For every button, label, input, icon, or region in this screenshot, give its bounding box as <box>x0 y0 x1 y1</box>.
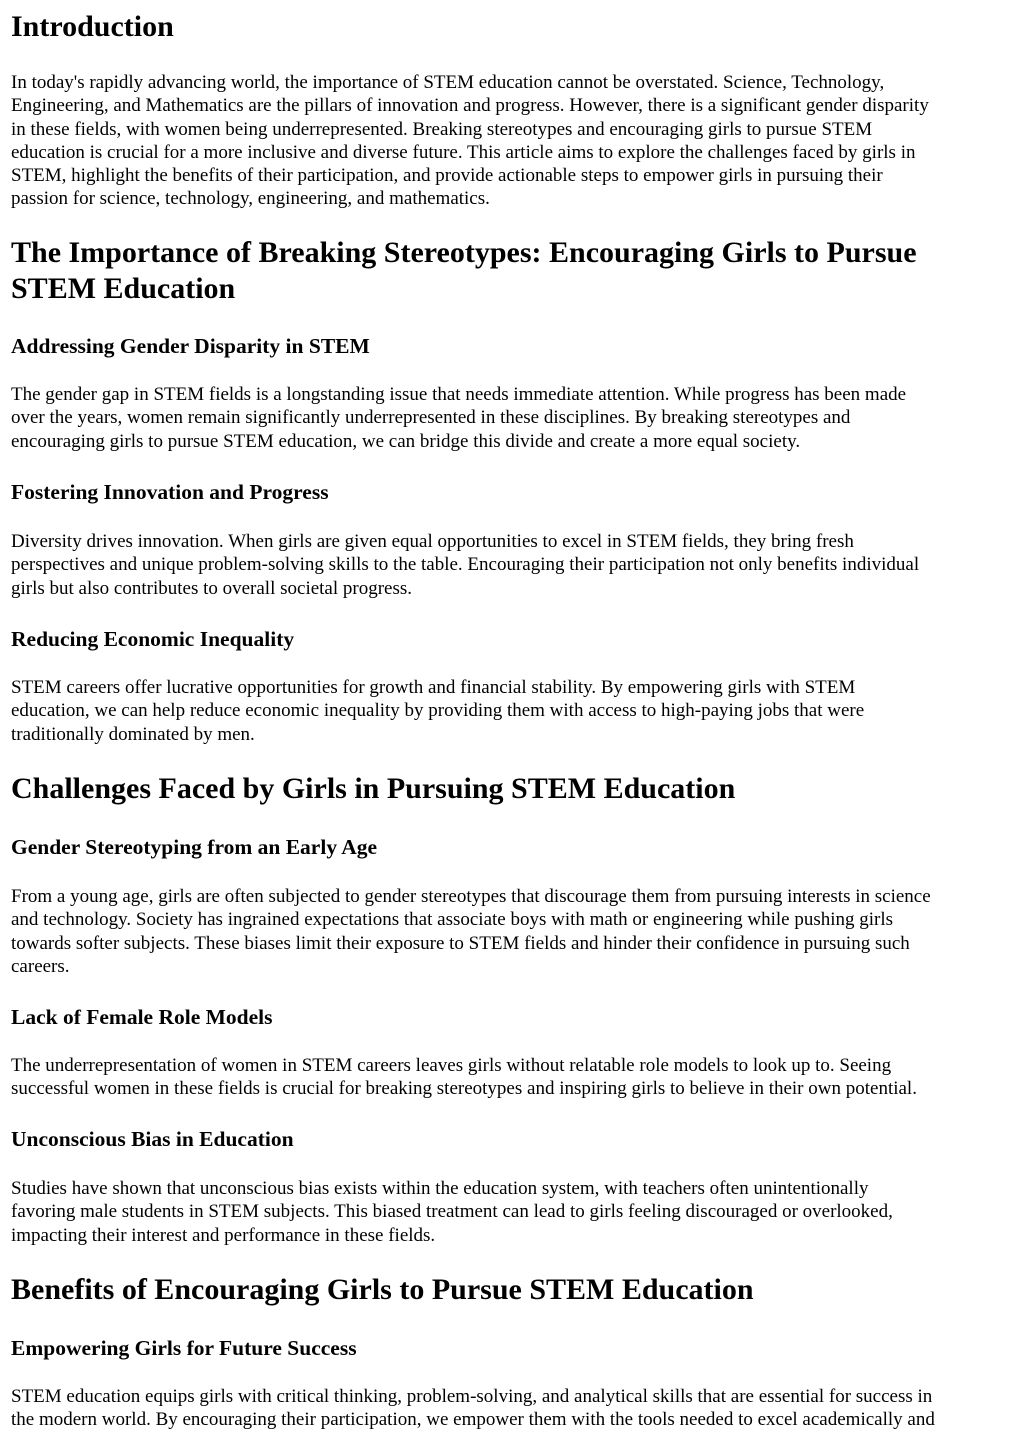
heading-importance <box>11 235 917 307</box>
text-line: The underrepresentation of women in STEM careers leaves girls without relatable role models to look up to. Seeing <box>11 1055 892 1076</box>
text-line: STEM, highlight the benefits of their participation, and provide actionable steps to empower girls in pursuing their <box>11 165 883 187</box>
heading-gender-disparity: Addressing Gender Disparity in STEM <box>11 334 370 358</box>
paragraph-gender-stereotyping <box>11 885 931 978</box>
text-line: favoring male students in STEM subjects. This biased treatment can lead to girls feeling discouraged or overlooked, <box>11 1201 893 1223</box>
text-line: encouraging girls to pursue STEM education, we can bridge this divide and create a more equal society. <box>11 430 801 452</box>
paragraph-empowering-girls <box>11 1385 935 1432</box>
text-line: The gender gap in STEM fields is a longstanding issue that needs immediate attention. While progress has been made <box>11 384 907 405</box>
text-line: In today's rapidly advancing world, the importance of STEM education cannot be overstated. Science, Technology, <box>11 72 885 93</box>
text-line: impacting their interest and performance in these fields. <box>11 1224 436 1246</box>
paragraph-role-models <box>11 1054 917 1101</box>
heading-line: STEM Education <box>11 272 236 305</box>
text-line: over the years, women remain significantly underrepresented in these disciplines. By breaking stereotypes and <box>11 407 851 429</box>
text-line: the modern world. By encouraging their participation, we empower them with the tools needed to excel academically and <box>11 1409 935 1431</box>
text-line: successful women in these fields is crucial for breaking stereotypes and inspiring girls to believe in their own potential. <box>11 1078 917 1100</box>
text-line: education, we can help reduce economic inequality by providing them with access to high-paying jobs that were <box>11 700 865 722</box>
paragraph-gender-disparity <box>11 383 906 453</box>
heading-line: The Importance of Breaking Stereotypes: Encouraging Girls to Pursue <box>11 236 917 269</box>
heading-economic-inequality: Reducing Economic Inequality <box>11 627 295 651</box>
heading-challenges: Challenges Faced by Girls in Pursuing STEM Education <box>11 772 736 805</box>
heading-unconscious-bias: Unconscious Bias in Education <box>11 1127 294 1151</box>
text-line: STEM careers offer lucrative opportunities for growth and financial stability. By empowering girls with STEM <box>11 677 856 698</box>
text-line: and technology. Society has ingrained expectations that associate boys with math or engineering while pushing girls <box>11 909 894 931</box>
text-line: traditionally dominated by men. <box>11 723 255 745</box>
text-line: perspectives and unique problem-solving skills to the table. Encouraging their participation not only benefits individual <box>11 554 920 576</box>
text-line: girls but also contributes to overall societal progress. <box>11 577 413 599</box>
heading-benefits: Benefits of Encouraging Girls to Pursue STEM Education <box>11 1273 754 1306</box>
text-line: From a young age, girls are often subjected to gender stereotypes that discourage them from pursuing interests in science <box>11 886 931 907</box>
paragraph-unconscious-bias <box>11 1177 893 1247</box>
text-line: STEM education equips girls with critical thinking, problem-solving, and analytical skills that are essential for success in <box>11 1386 933 1407</box>
heading-innovation: Fostering Innovation and Progress <box>11 480 329 504</box>
heading-role-models: Lack of Female Role Models <box>11 1005 273 1029</box>
paragraph-innovation <box>11 530 919 600</box>
text-line: Diversity drives innovation. When girls are given equal opportunities to excel in STEM fields, they bring fresh <box>11 531 854 552</box>
text-line: education is crucial for a more inclusive and diverse future. This article aims to explore the challenges faced by girls in <box>11 141 916 163</box>
paragraph-introduction <box>11 71 929 211</box>
heading-introduction: Introduction <box>11 10 174 43</box>
text-line: Studies have shown that unconscious bias exists within the education system, with teachers often unintentionally <box>11 1178 869 1199</box>
paragraph-economic-inequality <box>11 676 864 746</box>
text-line: Engineering, and Mathematics are the pillars of innovation and progress. However, there is a significant gender disparity <box>11 95 929 117</box>
heading-gender-stereotyping: Gender Stereotyping from an Early Age <box>11 835 378 859</box>
text-line: passion for science, technology, engineering, and mathematics. <box>11 188 490 210</box>
heading-empowering-girls: Empowering Girls for Future Success <box>11 1336 357 1360</box>
text-line: towards softer subjects. These biases limit their exposure to STEM fields and hinder their confidence in pursuing such <box>11 932 910 954</box>
text-line: in these fields, with women being underrepresented. Breaking stereotypes and encouraging girls to pursue STEM <box>11 118 873 140</box>
text-line: careers. <box>11 955 70 977</box>
